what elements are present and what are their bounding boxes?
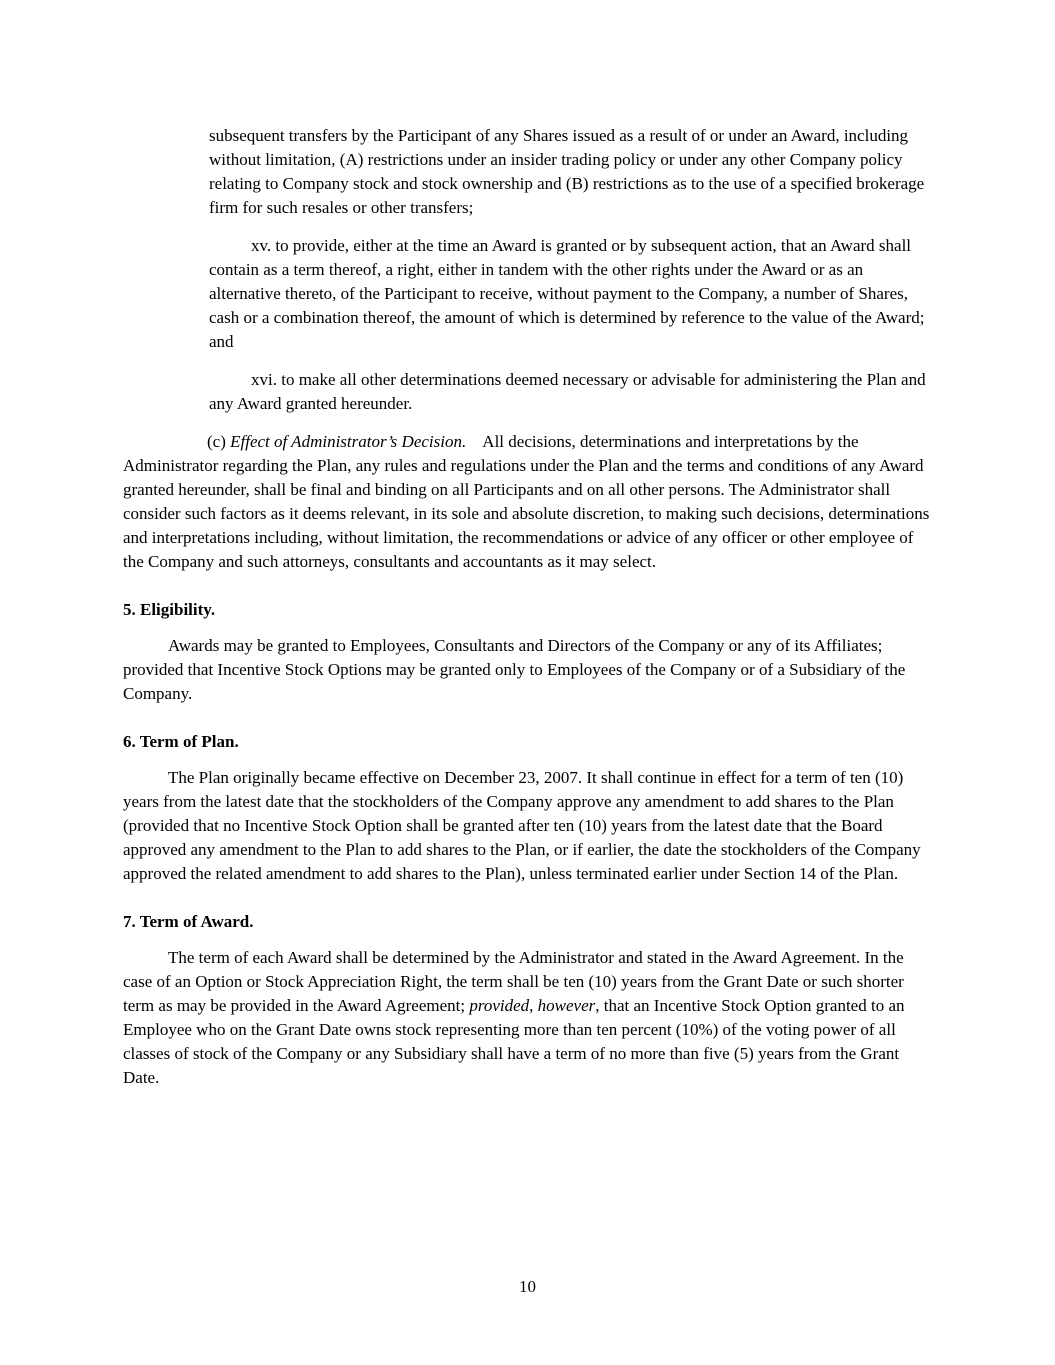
paragraph-term-of-plan: The Plan originally became effective on December 23, 2007. It shall continue in effect for a term of ten (10) years from the latest date that the stockholders of the Company approve any amendment to add shares to the Plan (provided that no Incentive Stock Option shall be granted after ten (10) years from the latest date that the Board approved any amendment to the Plan to add shares to the Plan, or if earlier, the date the stockholders of the Company approved the related amendment to add shares to the Plan), unless terminated earlier under Section 14 of the Plan.	[123, 768, 921, 883]
paragraph-c-body: All decisions, determinations and interpretations by the Administrator regarding the Plan, any rules and regulations under the Plan and the terms and conditions of any Award granted hereunder, shall be final and binding on all Participants and on all other persons. The Administrator shall consider such factors as it deems relevant, in its sole and absolute discretion, to making such decisions, determinations and interpretations including, without limitation, the recommendations or advice of any officer or other employee of the Company and such attorneys, consultants and accountants as it may select.	[123, 432, 930, 571]
paragraph-term-of-award	[123, 946, 930, 1090]
paragraph-7-prefix: The term of each Award shall be determined by the Administrator and stated in the Award Agreement. In the case of an Option or Stock Appreciation Right, the term shall be ten (10) years from the Grant Date or such shorter term as may be provided in the Award Agreement;	[123, 948, 904, 1015]
paragraph-eligibility: Awards may be granted to Employees, Consultants and Directors of the Company or any of its Affiliates; provided that Incentive Stock Options may be granted only to Employees of the Company or of a Subsidiary of the Company.	[123, 636, 906, 703]
section-heading-term-of-plan: 6. Term of Plan.	[123, 732, 239, 751]
section-heading-eligibility: 5. Eligibility.	[123, 600, 216, 619]
paragraph-c-prefix: (c)	[207, 432, 231, 451]
paragraph-xiv-continuation: subsequent transfers by the Participant of any Shares issued as a result of or under an Award, including without limitation, (A) restrictions under an insider trading policy or under any other Company policy relating to Company stock and stock ownership and (B) restrictions as to the use of a specified brokerage firm for such resales or other transfers;	[209, 126, 925, 217]
list-item-xv: xv. to provide, either at the time an Award is granted or by subsequent action, that an Award shall contain as a term thereof, a right, either in tandem with the other rights under the Award or as an alternative thereto, of the Participant to receive, without payment to the Company, a number of Shares, cash or a combination thereof, the amount of which is determined by reference to the value of the Award; and	[209, 236, 925, 351]
paragraph-7-body: , that an Incentive Stock Option granted to an Employee who on the Grant Date owns stock representing more than ten percent (10%) of the voting power of all classes of stock of the Company or any Subsidiary shall have a term of no more than five (5) years from the Grant Date.	[123, 996, 905, 1087]
document-body	[123, 124, 930, 1104]
page-number: 10	[519, 1277, 536, 1296]
section-heading-term-of-award: 7. Term of Award.	[123, 912, 254, 931]
paragraph-effect-of-administrators-decision	[123, 430, 930, 574]
list-item-xvi: xvi. to make all other determinations deemed necessary or advisable for administering the Plan and any Award granted hereunder.	[209, 370, 926, 413]
paragraph-7-italic-proviso: provided, however	[469, 996, 596, 1015]
paragraph-c-italic-title: Effect of Administrator’s Decision.	[230, 432, 467, 451]
